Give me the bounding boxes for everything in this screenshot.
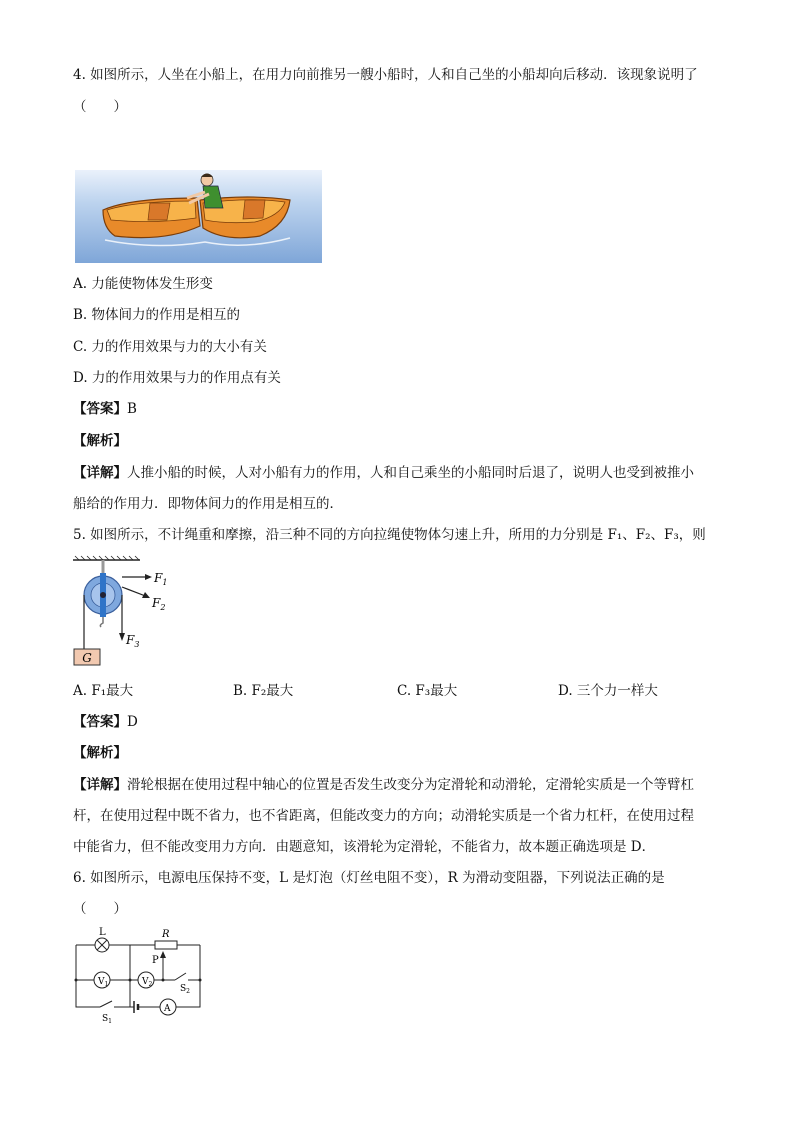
- label-f2: $F_2$: [152, 596, 166, 612]
- q4-stem-line1: 4. 如图所示，人坐在小船上，在用力向前推另一艘小船时，人和自己坐的小船却向后移动．该现象说明了: [73, 67, 698, 83]
- q4-option-b: B. 物体间力的作用是相互的: [73, 307, 241, 323]
- label-slider-p: P: [152, 955, 159, 966]
- q4-detail-line1: [73, 463, 694, 483]
- q5-answer: [73, 712, 138, 732]
- label-s2: $S_2$: [180, 984, 190, 995]
- q5-option-b: B. F₂最大: [233, 683, 294, 699]
- label-f3: $F_3$: [126, 633, 140, 649]
- answer-tag: 【答案】: [73, 401, 127, 417]
- label-s1: $S_1$: [102, 1014, 112, 1025]
- boat-illustration: [75, 170, 322, 263]
- q4-option-d: D. 力的作用效果与力的作用点有关: [73, 370, 281, 386]
- q4-option-a: A. 力能使物体发生形变: [73, 276, 213, 292]
- q4-analysis-tag: 【解析】: [73, 433, 127, 449]
- label-lamp-l: L: [99, 927, 106, 938]
- q5-detail-line3: 中能省力，但不能改变用力方向．由题意知，该滑轮为定滑轮，不能省力，故本题正确选项是 D．: [73, 839, 656, 855]
- label-g: G: [82, 651, 92, 665]
- answer-value: D: [127, 714, 138, 730]
- detail-tag: 【详解】: [73, 777, 127, 793]
- q5-detail-line2: 杆，在使用过程中既不省力，也不省距离，但能改变力的方向；动滑轮实质是一个省力杠杆，在使用过程: [73, 808, 694, 824]
- q6-stem-line1: 6. 如图所示，电源电压保持不变，L 是灯泡（灯丝电阻不变），R 为滑动变阻器，下列说法正确的是: [73, 870, 665, 886]
- q4-option-c: C. 力的作用效果与力的大小有关: [73, 339, 267, 355]
- q5-analysis-tag: 【解析】: [73, 745, 127, 761]
- q5-detail-line1: [73, 775, 694, 795]
- circuit-diagram: [70, 925, 210, 1025]
- q4-detail-line2: 船给的作用力．即物体间力的作用是相互的．: [73, 496, 343, 512]
- detail-text: 人推小船的时候，人对小船有力的作用，人和自己乘坐的小船同时后退了，说明人也受到被推小: [127, 465, 694, 481]
- q5-option-c: C. F₃最大: [397, 683, 458, 699]
- answer-value: B: [127, 401, 137, 417]
- detail-text: 滑轮根据在使用过程中轴心的位置是否发生改变分为定滑轮和动滑轮，定滑轮实质是一个等臂杠: [127, 777, 694, 793]
- label-ammeter-a: A: [164, 1004, 171, 1014]
- q5-option-a: A. F₁最大: [73, 683, 134, 699]
- q6-stem-line2: （ ）: [73, 901, 127, 917]
- label-v2: $V_2$: [142, 977, 153, 988]
- pulley-diagram: [70, 555, 180, 670]
- detail-tag: 【详解】: [73, 465, 127, 481]
- label-resistor-r: R: [162, 929, 170, 940]
- q4-stem-line2: （ ）: [73, 99, 127, 115]
- q5-option-d: D. 三个力一样大: [558, 683, 658, 699]
- label-f1: $F_1$: [154, 571, 168, 587]
- q4-answer: [73, 399, 137, 419]
- label-v1: $V_1$: [98, 977, 109, 988]
- answer-tag: 【答案】: [73, 714, 127, 730]
- q5-stem: 5. 如图所示，不计绳重和摩擦，沿三种不同的方向拉绳使物体匀速上升，所用的力分别是 F₁、F₂、F₃，则: [73, 527, 706, 543]
